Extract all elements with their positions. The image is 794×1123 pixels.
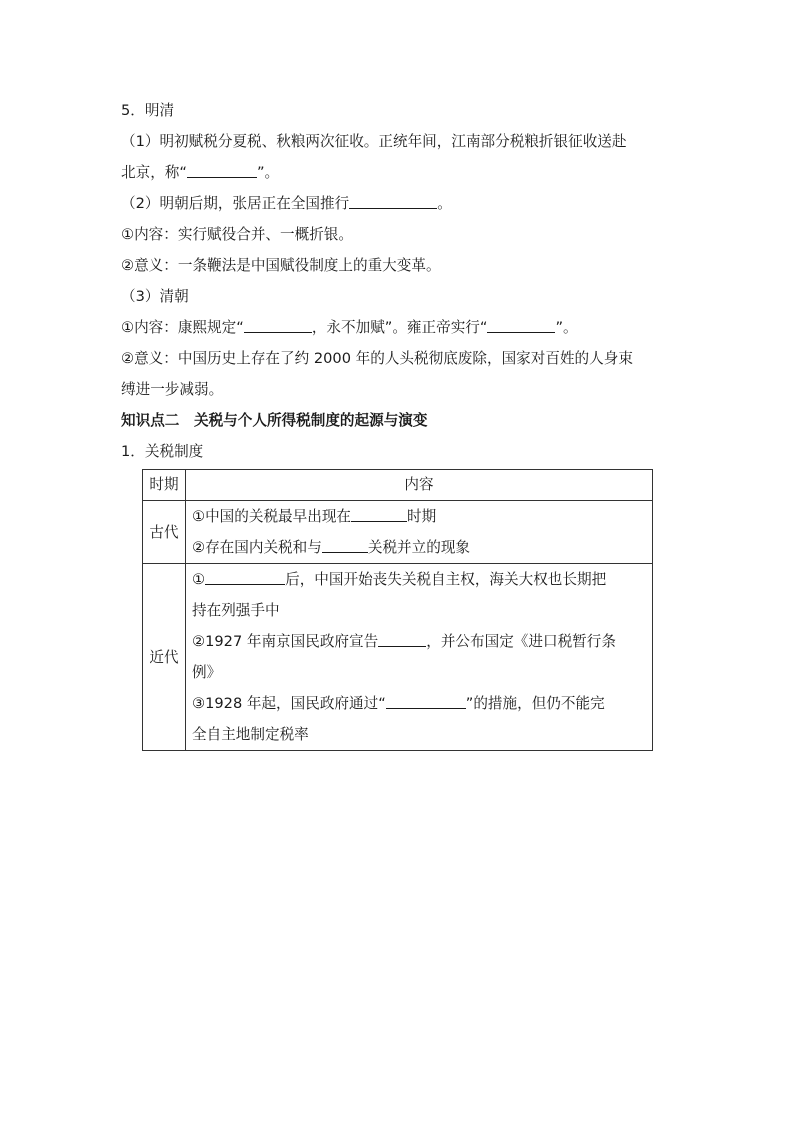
cell-line xyxy=(192,688,646,719)
fill-blank[interactable] xyxy=(322,535,368,553)
paragraph-meaning: ②意义：一条鞭法是中国赋役制度上的重大变革。 xyxy=(121,257,441,274)
text-segment: ”。 xyxy=(256,164,280,181)
tariff-table xyxy=(142,469,653,751)
text-segment: （2）明朝后期，张居正在全国推行 xyxy=(121,195,350,212)
fill-blank[interactable] xyxy=(378,629,426,647)
paragraph-ming-early-2 xyxy=(121,157,681,188)
fill-blank[interactable] xyxy=(351,504,407,522)
text-segment: 。 xyxy=(437,195,452,212)
text-segment: ”的措施，但仍不能完 xyxy=(465,695,605,712)
period-ancient: 古代 xyxy=(143,501,186,564)
fill-blank[interactable] xyxy=(386,691,466,709)
header-content: 内容 xyxy=(186,470,653,501)
text-segment: ，永不加赋”。雍正帝实行“ xyxy=(311,319,488,336)
paragraph-content: ①内容：实行赋役合并、一概折银。 xyxy=(121,226,353,243)
table-row xyxy=(143,564,653,751)
fill-blank[interactable] xyxy=(244,315,312,333)
paragraph-qing-meaning-1: ②意义：中国历史上存在了约 2000 年的人头税彻底废除，国家对百姓的人身束 xyxy=(121,350,633,367)
table-row xyxy=(143,501,653,564)
text-segment: ②1927 年南京国民政府宣告 xyxy=(192,633,379,650)
text-segment: 时期 xyxy=(407,508,437,525)
paragraph-qing-content xyxy=(121,312,681,343)
cell-line: 全自主地制定税率 xyxy=(192,726,309,743)
text-segment: ③1928 年起，国民政府通过“ xyxy=(192,695,386,712)
text-segment: ① xyxy=(192,571,206,588)
text-segment: ②存在国内关税和与 xyxy=(192,539,322,556)
text-segment: 北京，称“ xyxy=(121,164,187,181)
content-modern xyxy=(186,564,653,751)
fill-blank[interactable] xyxy=(487,315,555,333)
fill-blank[interactable] xyxy=(187,160,257,178)
cell-line: 例》 xyxy=(192,664,222,681)
cell-line xyxy=(192,532,646,563)
section-title: 5．明清 xyxy=(121,102,175,119)
text-segment: ”。 xyxy=(555,319,578,336)
fill-blank[interactable] xyxy=(349,191,437,209)
fill-blank[interactable] xyxy=(205,567,285,585)
subsection-title: 1．关税制度 xyxy=(121,443,204,460)
cell-line xyxy=(192,626,646,657)
content-ancient xyxy=(186,501,653,564)
header-period: 时期 xyxy=(143,470,186,501)
text-segment: 关税并立的现象 xyxy=(367,539,471,556)
cell-line xyxy=(192,501,646,532)
document-body xyxy=(121,95,681,467)
paragraph-ming-early-1: （1）明初赋税分夏税、秋粮两次征收。正统年间，江南部分税粮折银征收送赴 xyxy=(121,133,627,150)
cell-line: 持在列强手中 xyxy=(192,602,280,619)
paragraph-qing-title: （3）清朝 xyxy=(121,288,189,305)
paragraph-qing-meaning-2: 缚进一步减弱。 xyxy=(121,381,224,398)
paragraph-ming-late xyxy=(121,188,681,219)
text-segment: ，并公布国定《进口税暂行条 xyxy=(426,633,616,650)
text-segment: ①内容：康熙规定“ xyxy=(121,319,244,336)
period-modern: 近代 xyxy=(143,564,186,751)
knowledge-heading: 知识点二 关税与个人所得税制度的起源与演变 xyxy=(121,412,428,429)
text-segment: ①中国的关税最早出现在 xyxy=(192,508,352,525)
text-segment: 后，中国开始丧失关税自主权，海关大权也长期把 xyxy=(285,571,607,588)
cell-line xyxy=(192,564,646,595)
table-header-row xyxy=(143,470,653,501)
